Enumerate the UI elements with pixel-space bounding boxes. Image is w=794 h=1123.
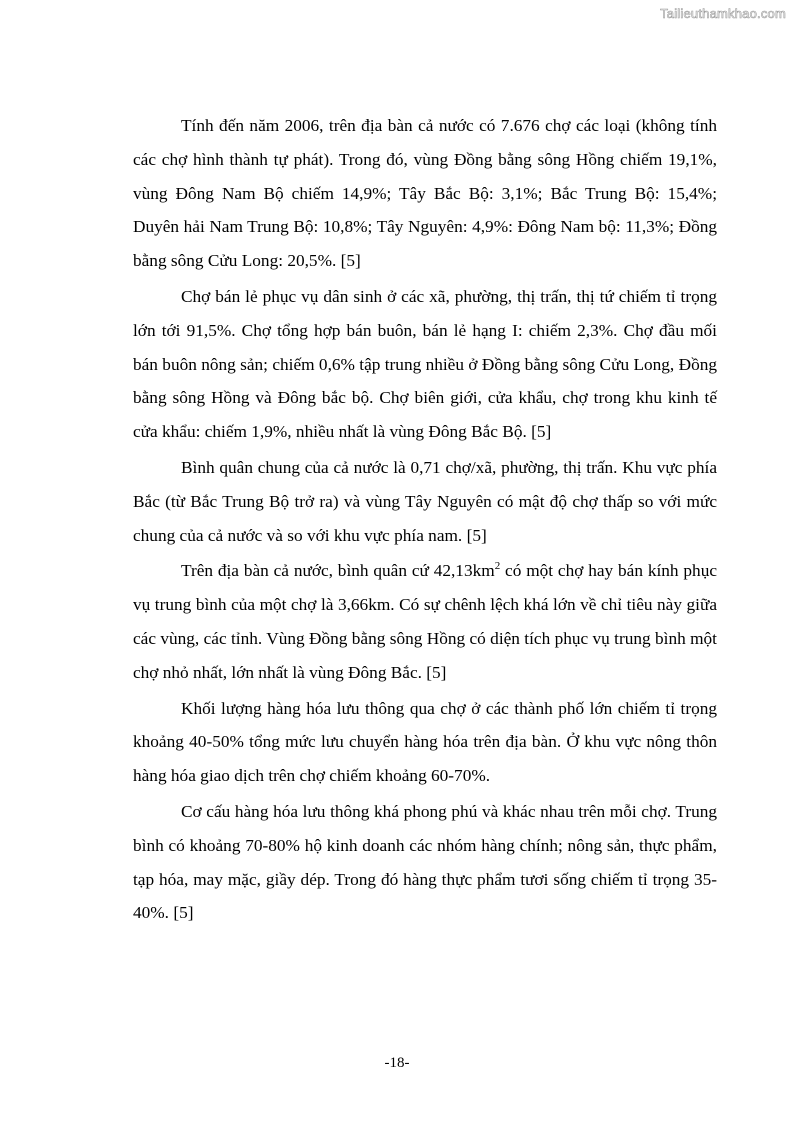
- page-number: -18-: [384, 1055, 410, 1071]
- paragraph-market-count: Tính đến năm 2006, trên địa bàn cả nước có 7.676 chợ các loại (không tính các chợ hình thành tự phát). Trong đó, vùng Đồng bằng sông Hồng chiếm 19,1%, vùng Đông Nam Bộ chiếm 14,9%; Tây Bắc Bộ: 3,1%; Bắc Trung Bộ: 15,4%; Duyên hải Nam Trung Bộ: 10,8%; Tây Nguyên: 4,9%: Đông Nam bộ: 11,3%; Đồng bằng sông Cửu Long: 20,5%. [5]: [133, 116, 717, 271]
- service-area-text-start: Trên địa bàn cả nước, bình quân cứ 42,13km: [181, 561, 495, 581]
- paragraph-goods-structure: Cơ cấu hàng hóa lưu thông khá phong phú và khác nhau trên mỗi chợ. Trung bình có khoảng 70-80% hộ kinh doanh các nhóm hàng chính; nông sản, thực phẩm, tạp hóa, may mặc, giầy dép. Trong đó hàng thực phẩm tươi sống chiếm tỉ trọng 35-40%. [5]: [133, 801, 717, 923]
- superscript-squared: 2: [494, 560, 501, 573]
- paragraph-service-area: [133, 554, 717, 689]
- watermark-text: Tailieuthamkhao.com: [660, 6, 786, 21]
- paragraph-goods-volume: Khối lượng hàng hóa lưu thông qua chợ ở các thành phố lớn chiếm tỉ trọng khoảng 40-50% tổng mức lưu chuyển hàng hóa trên địa bàn. Ở khu vực nông thôn hàng hóa giao dịch trên chợ chiếm khoảng 60-70%.: [133, 698, 717, 786]
- paragraph-retail-markets: Chợ bán lẻ phục vụ dân sinh ở các xã, phường, thị trấn, thị tứ chiếm tỉ trọng lớn tới 91,5%. Chợ tổng hợp bán buôn, bán lẻ hạng I: chiếm 2,3%. Chợ đầu mối bán buôn nông sản; chiếm 0,6% tập trung nhiều ở Đồng bằng sông Cửu Long, Đồng bằng sông Hồng và Đông bắc bộ. Chợ biên giới, cửa khẩu, chợ trong khu kinh tế cửa khẩu: chiếm 1,9%, nhiều nhất là vùng Đông Bắc Bộ. [5]: [133, 286, 717, 442]
- service-area-text-end: có một chợ hay bán kính phục vụ trung bình của một chợ là 3,66km. Có sự chênh lệch khá lớn về chỉ tiêu này giữa các vùng, các tỉnh. Vùng Đồng bằng sông Hồng có diện tích phục vụ trung bình một chợ nhỏ nhất, lớn nhất là vùng Đông Bắc. [5]: [133, 561, 718, 682]
- document-body: [133, 109, 717, 932]
- paragraph-market-density: Bình quân chung của cả nước là 0,71 chợ/xã, phường, thị trấn. Khu vực phía Bắc (từ Bắc Trung Bộ trở ra) và vùng Tây Nguyên có mật độ chợ thấp so với mức chung của cả nước và so với khu vực phía nam. [5]: [133, 457, 717, 545]
